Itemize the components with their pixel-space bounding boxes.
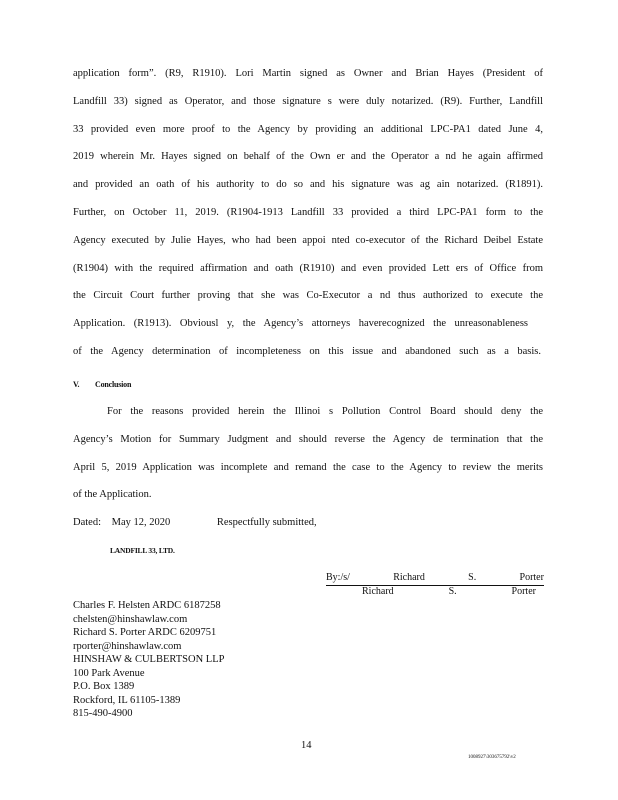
text-line: 33 provided even more proof to the Agency by providing an additional LPC-PA1 dated June 4, <box>73 123 543 135</box>
text-line: the Circuit Court further proving that she was Co-Executor a nd thus authorized to execute the <box>73 290 543 302</box>
signature-printed-name <box>326 586 544 597</box>
text-line: Agency’s Motion for Summary Judgment and should reverse the Agency de termination that the <box>73 433 543 445</box>
text-line: Agency executed by Julie Hayes, who had been appoi nted co-executor of the Richard Deibel Estate <box>73 234 543 246</box>
text-line: of the Application. <box>73 489 152 501</box>
text-line: Landfill 33) signed as Operator, and those signature s were duly notarized. (R9). Further, Landfill <box>73 95 543 107</box>
text-line: of the Agency determination of incompleteness on this issue and abandoned such as a basis. <box>73 345 541 357</box>
body-paragraph <box>73 66 543 372</box>
page-number: 14 <box>301 740 312 751</box>
signature-first: Richard <box>393 572 425 583</box>
text-line: For the reasons provided herein the Illinoi s Pollution Control Board should deny the <box>107 406 543 417</box>
printed-first: Richard <box>362 586 394 597</box>
text-line: Application. (R1913). Obviousl y, the Agency’s attorneys haverecognized the unreasonableness <box>73 318 528 330</box>
text-line: application form”. (R9, R1910). Lori Martin signed as Owner and Brian Hayes (President of <box>73 68 543 79</box>
contact-address: Rockford, IL 61105-1389 <box>73 694 181 706</box>
section-number: V. <box>73 380 80 389</box>
closing-text: Respectfully submitted, <box>216 517 317 528</box>
printed-middle: S. <box>448 586 457 597</box>
text-line: 2019 wherein Mr. Hayes signed on behalf of the Own er and the Operator a nd he again affirmed <box>73 151 543 163</box>
signature-by: By:/s/ <box>326 572 350 583</box>
contact-email: rporter@hinshawlaw.com <box>73 640 182 652</box>
text-line: April 5, 2019 Application was incomplete and remand the case to the Agency to review the merits <box>73 461 543 473</box>
section-heading <box>73 380 131 389</box>
printed-last: Porter <box>511 586 536 597</box>
signature-last: Porter <box>519 572 544 583</box>
contact-line: Richard S. Porter ARDC 6209751 <box>73 627 217 638</box>
signature-line <box>326 572 544 586</box>
firm-name: LANDFILL 33, LTD. <box>110 546 175 555</box>
text-line: and provided an oath of his authority to do so and his signature was ag ain notarized. (R1891). <box>73 179 543 191</box>
contact-phone: 815-490-4900 <box>73 708 133 719</box>
signature-block <box>326 572 544 597</box>
contact-line: Charles F. Helsten ARDC 6187258 <box>73 600 221 611</box>
signature-middle: S. <box>468 572 477 583</box>
contact-firm: HINSHAW & CULBERTSON LLP <box>73 654 225 665</box>
contact-address: 100 Park Avenue <box>73 667 145 679</box>
dated-label: Dated: <box>73 517 101 528</box>
dated-date: May 12, 2020 <box>111 517 171 528</box>
contact-email: chelsten@hinshawlaw.com <box>73 613 188 625</box>
conclusion-paragraph <box>73 404 543 515</box>
text-line: (R1904) with the required affirmation and oath (R1910) and even provided Lett ers of Office from <box>73 262 543 274</box>
section-title: Conclusion <box>95 380 132 389</box>
document-id: 1008927\303675792\v2 <box>468 755 516 760</box>
dated-line <box>73 517 373 528</box>
contact-address: P.O. Box 1389 <box>73 681 135 692</box>
attorney-contact-block <box>73 599 224 721</box>
text-line: Further, on October 11, 2019. (R1904-1913 Landfill 33 provided a third LPC-PA1 form to the <box>73 206 543 218</box>
